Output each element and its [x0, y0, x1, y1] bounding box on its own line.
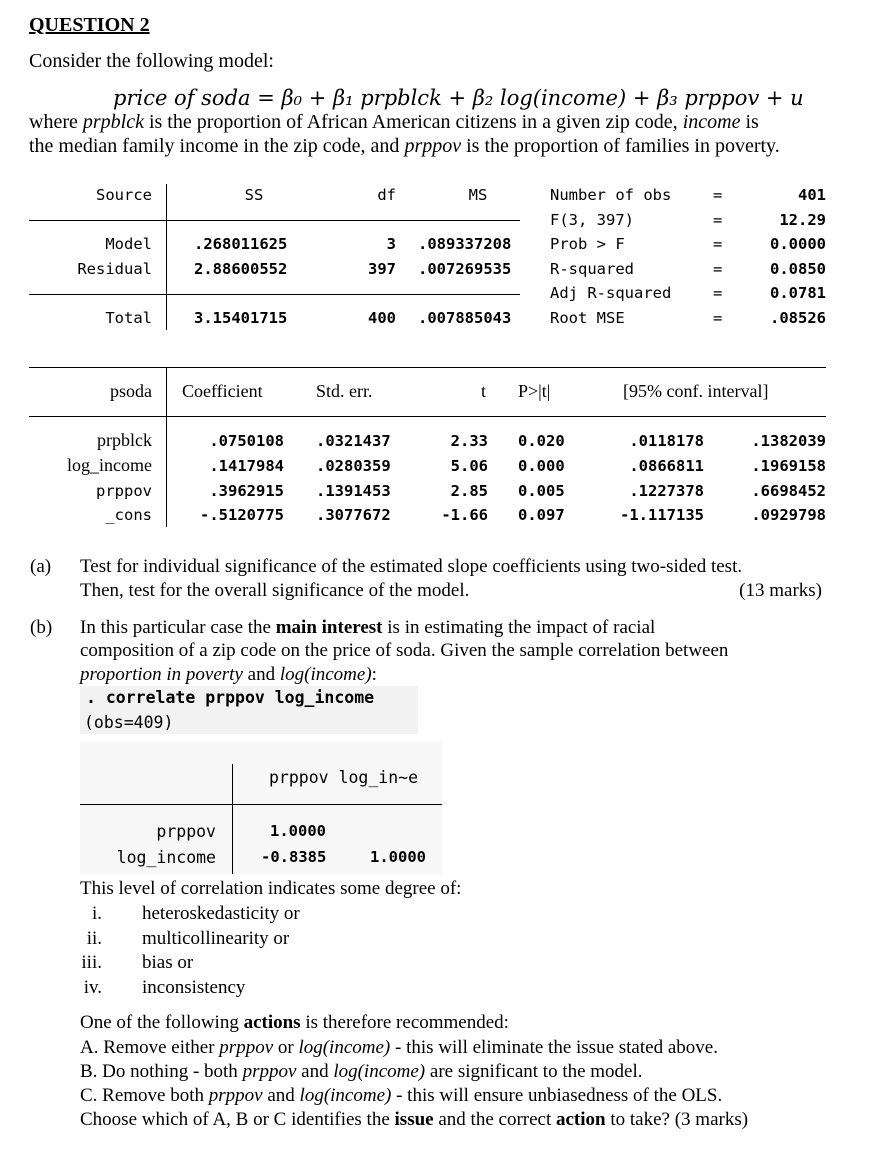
coef-row-ci-high: .0929798	[751, 506, 826, 524]
coef-vertical-rule	[166, 367, 167, 527]
action-b: B. Do nothing - both prppov and log(income) are significant to the model.	[80, 1061, 643, 1082]
stat-label: Adj R-squared	[550, 284, 672, 302]
part-b-line-2: composition of a zip code on the price of soda. Given the sample correlation between	[80, 640, 729, 661]
coef-header-se: Std. err.	[316, 381, 373, 401]
anova-row-df: 3	[386, 235, 396, 253]
coef-row-p: 0.000	[518, 457, 565, 475]
part-a-marks: (13 marks)	[739, 580, 822, 601]
anova-row-ms: .007269535	[418, 260, 512, 278]
anova-row-source: Total	[105, 309, 152, 327]
correlation-value: -0.8385	[261, 848, 327, 866]
question-title: QUESTION 2	[29, 14, 150, 36]
coef-row-p: 0.020	[518, 432, 565, 450]
stat-label: Root MSE	[550, 309, 625, 327]
anova-header-ss: SS	[244, 186, 264, 204]
coef-header-t: t	[480, 381, 486, 401]
anova-row-ss: .268011625	[194, 235, 288, 253]
coef-row-se: .3077672	[316, 506, 391, 524]
description-line-1: where prpblck is the proportion of African American citizens in a given zip code, income is	[29, 111, 759, 133]
coef-row-se: .1391453	[316, 482, 391, 500]
part-a-line-2: Then, test for the overall significance of the model.	[80, 580, 470, 601]
stat-equals: =	[713, 260, 723, 278]
description-line-2: the median family income in the zip code, and prppov is the proportion of families in poverty.	[29, 135, 780, 157]
coef-row-ci-high: .6698452	[751, 482, 826, 500]
correlation-row-var: prppov	[156, 822, 216, 841]
anova-header-df: df	[377, 186, 396, 204]
stata-command: . correlate prppov log_income	[86, 688, 375, 707]
actions-intro: One of the following actions is therefore recommended:	[80, 1012, 509, 1033]
option-text: heteroskedasticity or	[142, 903, 300, 924]
anova-header-ms: MS	[468, 186, 488, 204]
stata-obs: (obs=409)	[84, 713, 174, 732]
model-equation: price of soda = β₀ + β₁ prpblck + β₂ log(income) + β₃ prppov + u	[113, 86, 804, 110]
indicates-text: This level of correlation indicates some degree of:	[80, 878, 462, 899]
coef-row-se: .0280359	[316, 457, 391, 475]
anova-row-ms: .089337208	[418, 235, 512, 253]
coef-row-var: prpblck	[97, 430, 152, 450]
part-a-line-1: Test for individual significance of the estimated slope coefficients using two-sided test.	[80, 556, 743, 577]
coef-top-rule	[29, 367, 826, 368]
correlation-value: 1.0000	[370, 848, 426, 866]
coef-row-coef: .0750108	[209, 432, 284, 450]
anova-header-rule	[29, 220, 520, 221]
stat-equals: =	[713, 186, 723, 204]
coef-row-p: 0.097	[518, 506, 565, 524]
anova-row-ms: .007885043	[418, 309, 512, 327]
coef-row-ci-low: .0866811	[629, 457, 704, 475]
anova-row-df: 400	[368, 309, 396, 327]
coef-row-ci-high: .1382039	[751, 432, 826, 450]
stat-label: Number of obs	[550, 186, 672, 204]
coef-row-t: 2.33	[450, 432, 488, 450]
stat-value: .08526	[770, 309, 826, 327]
action-a: A. Remove either prppov or log(income) - this will eliminate the issue stated above.	[80, 1037, 718, 1058]
coef-row-coef: .3962915	[209, 482, 284, 500]
option-number: iii.	[81, 952, 102, 973]
anova-row-source: Model	[105, 235, 152, 253]
coef-row-ci-low: -1.117135	[620, 506, 704, 524]
coef-row-t: 5.06	[450, 457, 488, 475]
part-b-line-3: proportion in poverty and log(income):	[80, 664, 377, 685]
final-question: Choose which of A, B or C identifies the issue and the correct action to take? (3 marks)	[80, 1109, 749, 1130]
anova-row-ss: 2.88600552	[194, 260, 288, 278]
coef-header-coef: Coefficient	[182, 381, 263, 401]
coef-row-coef: .1417984	[209, 457, 284, 475]
anova-row-df: 397	[368, 260, 396, 278]
coef-row-t: -1.66	[441, 506, 488, 524]
coef-row-p: 0.005	[518, 482, 565, 500]
coef-header-var: psoda	[110, 381, 152, 401]
coef-header-rule	[29, 416, 826, 417]
stat-label: Prob > F	[550, 235, 625, 253]
part-b-line-1: In this particular case the main interest is in estimating the impact of racial	[80, 617, 656, 638]
stat-equals: =	[713, 309, 723, 327]
stat-value: 12.29	[779, 211, 826, 229]
part-b-label: (b)	[30, 617, 53, 638]
correlation-value: 1.0000	[270, 822, 326, 840]
correlation-row-var: log_income	[116, 848, 216, 867]
coef-row-se: .0321437	[316, 432, 391, 450]
stat-value: 0.0000	[770, 235, 826, 253]
option-text: inconsistency	[142, 977, 246, 998]
part-a-label: (a)	[30, 556, 52, 577]
anova-row-source: Residual	[77, 260, 152, 278]
coef-row-var: _cons	[105, 506, 152, 524]
coef-header-ci: [95% conf. interval]	[623, 381, 769, 401]
anova-header-source: Source	[96, 186, 152, 204]
question-intro: Consider the following model:	[29, 50, 274, 72]
option-text: bias or	[142, 952, 194, 973]
option-text: multicollinearity or	[142, 928, 290, 949]
coef-row-ci-high: .1969158	[751, 457, 826, 475]
option-number: ii.	[86, 928, 102, 949]
coef-row-var: prppov	[96, 482, 152, 500]
coef-row-t: 2.85	[450, 482, 488, 500]
coef-row-ci-low: .1227378	[629, 482, 704, 500]
coef-row-ci-low: .0118178	[629, 432, 704, 450]
action-c: C. Remove both prppov and log(income) - this will ensure unbiasedness of the OLS.	[80, 1085, 723, 1106]
correlation-header-rule	[80, 804, 442, 805]
option-number: i.	[91, 903, 102, 924]
stat-label: F(3, 397)	[550, 211, 634, 229]
coef-header-p: P>|t|	[518, 381, 551, 401]
anova-total-rule	[29, 294, 520, 295]
correlation-vertical-rule	[232, 764, 233, 874]
option-number: iv.	[83, 977, 102, 998]
anova-row-ss: 3.15401715	[194, 309, 288, 327]
stat-equals: =	[713, 235, 723, 253]
stat-label: R-squared	[550, 260, 634, 278]
stat-value: 0.0850	[770, 260, 826, 278]
correlation-header: prppov log_in~e	[269, 768, 419, 787]
stat-equals: =	[713, 284, 723, 302]
stat-value: 401	[798, 186, 826, 204]
stat-value: 0.0781	[770, 284, 826, 302]
coef-row-coef: -.5120775	[200, 506, 284, 524]
stat-equals: =	[713, 211, 723, 229]
coef-row-var: log_income	[67, 455, 152, 475]
anova-vertical-rule	[166, 184, 167, 330]
